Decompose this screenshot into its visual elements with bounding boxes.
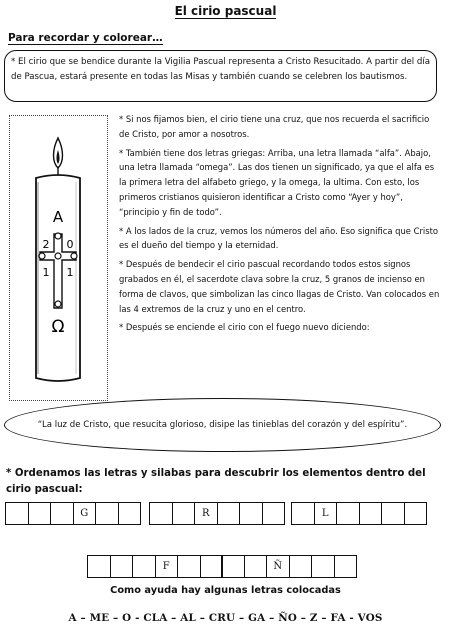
letter-cell[interactable] — [289, 555, 313, 578]
letter-cell[interactable]: Ñ — [266, 555, 290, 578]
quote-text: “La luz de Cristo, que resucita glorioso, disipe las tinieblas del corazón y del espíritu”. — [37, 420, 408, 430]
puzzle-word-row — [6, 502, 141, 525]
year-digit: 0 — [66, 238, 74, 251]
letter-cell[interactable] — [262, 502, 286, 525]
syllable-list: A – ME – O - CLA – AL – CRU – GA – ÑO – Z – FA - VOS — [68, 612, 383, 624]
letter-cell[interactable] — [291, 502, 315, 525]
paragraph: * Después se enciende el cirio con el fuego nuevo diciendo: — [119, 322, 370, 333]
puzzle-word-row — [292, 502, 427, 525]
letter-cell[interactable] — [336, 502, 360, 525]
letter-cell[interactable] — [217, 502, 241, 525]
letter-cell[interactable] — [239, 502, 263, 525]
letter-cell[interactable] — [221, 555, 245, 578]
letter-cell[interactable] — [110, 555, 134, 578]
omega-symbol: Ω — [51, 317, 65, 337]
intro-box — [4, 50, 437, 102]
year-digit: 1 — [42, 266, 50, 279]
letter-cell[interactable] — [28, 502, 52, 525]
quote-ellipse — [4, 398, 441, 452]
letter-cell[interactable] — [87, 555, 111, 578]
alpha-symbol: A — [52, 208, 64, 226]
letter-cell[interactable] — [244, 555, 268, 578]
letter-cell[interactable]: F — [155, 555, 179, 578]
puzzle-word-row — [88, 555, 223, 578]
letter-cell[interactable]: L — [314, 502, 338, 525]
letter-cell[interactable] — [311, 555, 335, 578]
intro-text: * El cirio que se bendice durante la Vigilia Pascual representa a Cristo Resucitado. A partir del día de Pascua, estará presente en todas las Misas y también cuando se celebren los bautismos. — [11, 57, 430, 82]
letter-cell[interactable]: G — [73, 502, 97, 525]
year-digit: 1 — [66, 266, 74, 279]
incense-grain-icon — [55, 233, 61, 239]
year-digit: 2 — [42, 238, 50, 251]
letter-cell[interactable] — [95, 502, 119, 525]
paragraph: * A los lados de la cruz, vemos los números del año. Eso significa que Cristo es el dueño del tiempo y la eternidad. — [119, 225, 438, 251]
letter-cell[interactable] — [118, 502, 142, 525]
incense-grain-icon — [55, 253, 61, 259]
incense-grain-icon — [71, 253, 77, 259]
puzzle-word-row — [150, 502, 285, 525]
puzzle-instructions: * Ordenamos las letras y silabas para descubrir los elementos dentro del cirio pascual: — [6, 468, 426, 495]
incense-grain-icon — [39, 253, 45, 259]
section-subtitle: Para recordar y colorear… — [8, 32, 163, 44]
letter-cell[interactable] — [149, 502, 173, 525]
paragraph: * Si nos fijamos bien, el cirio tiene una cruz, que nos recuerda el sacrificio de Cristo, por amor a nosotros. — [119, 114, 430, 139]
letter-cell[interactable] — [50, 502, 74, 525]
letter-cell[interactable] — [177, 555, 201, 578]
candle-frame — [9, 115, 108, 401]
paragraph: * También tiene dos letras griegas: Arriba, una letra llamada “alfa”. Abajo, una letra llamada “omega”. Las dos tienen un significado, ya que el alfa es la primera letra del alfabeto griego, y la omega, la ultima. Con esto, los primeros cristianos quisieron identificar a Cristo como “Ayer y hoy”, “principio y fin de todo”. — [119, 147, 435, 217]
explanation-paragraphs — [119, 112, 441, 339]
letter-cell[interactable] — [359, 502, 383, 525]
letter-cell[interactable] — [5, 502, 29, 525]
paschal-candle-illustration — [10, 116, 107, 400]
letter-cell[interactable] — [381, 502, 405, 525]
letter-cell[interactable] — [200, 555, 224, 578]
puzzle-word-row — [222, 555, 357, 578]
incense-grain-icon — [55, 301, 61, 307]
help-text: Como ayuda hay algunas letras colocadas — [110, 585, 341, 596]
paragraph: * Después de bendecir el cirio pascual recordando todos estos signos grabados en él, el sacerdote clava sobre la cruz, 5 granos de incienso en forma de clavos, que simbolizan las cinco llagas de Cristo. Van colocados en las 4 extremos de la cruz y uno en el centro. — [119, 259, 440, 314]
letter-cell[interactable] — [334, 555, 358, 578]
letter-cell[interactable] — [172, 502, 196, 525]
letter-cell[interactable] — [132, 555, 156, 578]
letter-cell[interactable]: R — [194, 502, 218, 525]
page-title: El cirio pascual — [174, 4, 277, 18]
letter-cell[interactable] — [404, 502, 428, 525]
